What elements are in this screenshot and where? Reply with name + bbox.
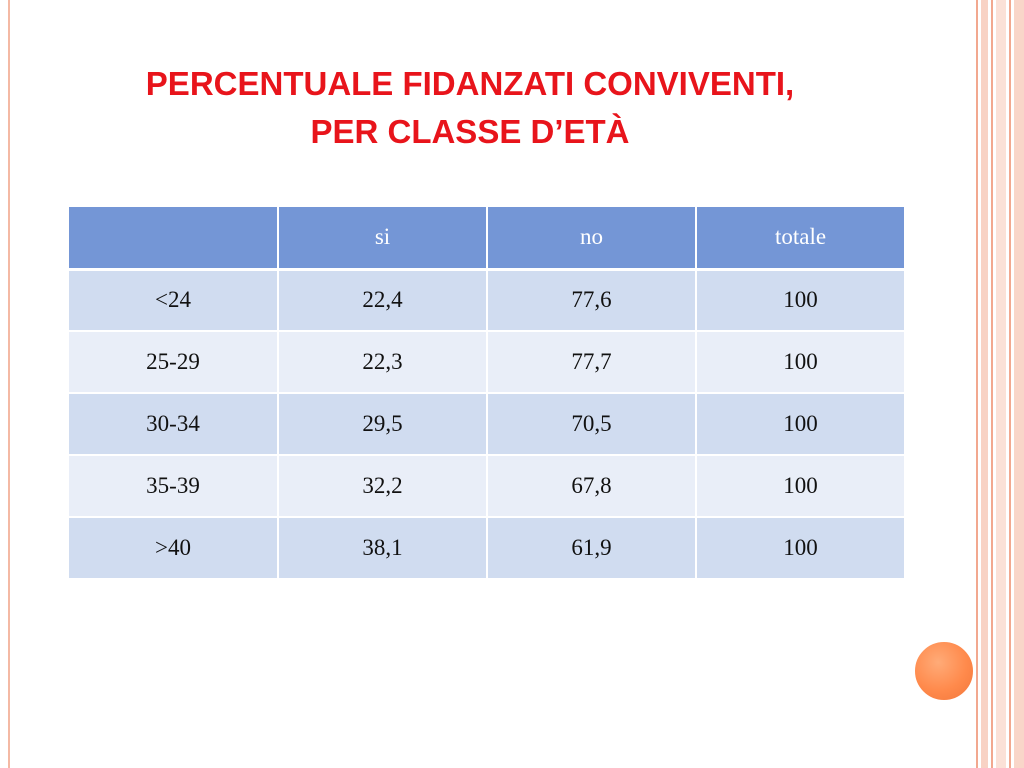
table-cell-no: 61,9 (487, 517, 696, 579)
table-cell-no: 67,8 (487, 455, 696, 517)
data-table (69, 207, 904, 580)
slide-left-border (0, 0, 10, 768)
header-cell-age-class (69, 207, 278, 269)
table-row (69, 331, 904, 393)
table-cell-totale: 100 (696, 455, 904, 517)
stripe (991, 0, 993, 768)
table-cell-no: 77,7 (487, 331, 696, 393)
table-row (69, 393, 904, 455)
table-row (69, 455, 904, 517)
slide-title-line-2: PER CLASSE D’ETÀ (310, 113, 630, 150)
stripe (976, 0, 978, 768)
stripe (996, 0, 1006, 768)
table-cell-si: 29,5 (278, 393, 487, 455)
table-cell-si: 38,1 (278, 517, 487, 579)
stripe (1009, 0, 1011, 768)
table-cell-age-class: >40 (69, 517, 278, 579)
table-cell-totale: 100 (696, 393, 904, 455)
table-cell-no: 77,6 (487, 269, 696, 331)
table-row (69, 269, 904, 331)
header-cell-si: si (278, 207, 487, 269)
table-cell-age-class: 35-39 (69, 455, 278, 517)
table-cell-age-class: <24 (69, 269, 278, 331)
table-cell-totale: 100 (696, 269, 904, 331)
table-cell-age-class: 30-34 (69, 393, 278, 455)
table-cell-si: 22,4 (278, 269, 487, 331)
slide-right-stripes (976, 0, 1024, 768)
stripe (981, 0, 988, 768)
table-cell-totale: 100 (696, 331, 904, 393)
table-row (69, 517, 904, 579)
table-cell-si: 32,2 (278, 455, 487, 517)
slide-title-line-1: PERCENTUALE FIDANZATI CONVIVENTI, (145, 65, 795, 102)
header-cell-totale: totale (696, 207, 904, 269)
header-cell-no: no (487, 207, 696, 269)
table-cell-age-class: 25-29 (69, 331, 278, 393)
decorative-orb-icon (913, 640, 975, 702)
table-cell-totale: 100 (696, 517, 904, 579)
slide-title (40, 60, 900, 156)
table-header-row (69, 207, 904, 269)
table-cell-si: 22,3 (278, 331, 487, 393)
stripe (1014, 0, 1024, 768)
table-cell-no: 70,5 (487, 393, 696, 455)
